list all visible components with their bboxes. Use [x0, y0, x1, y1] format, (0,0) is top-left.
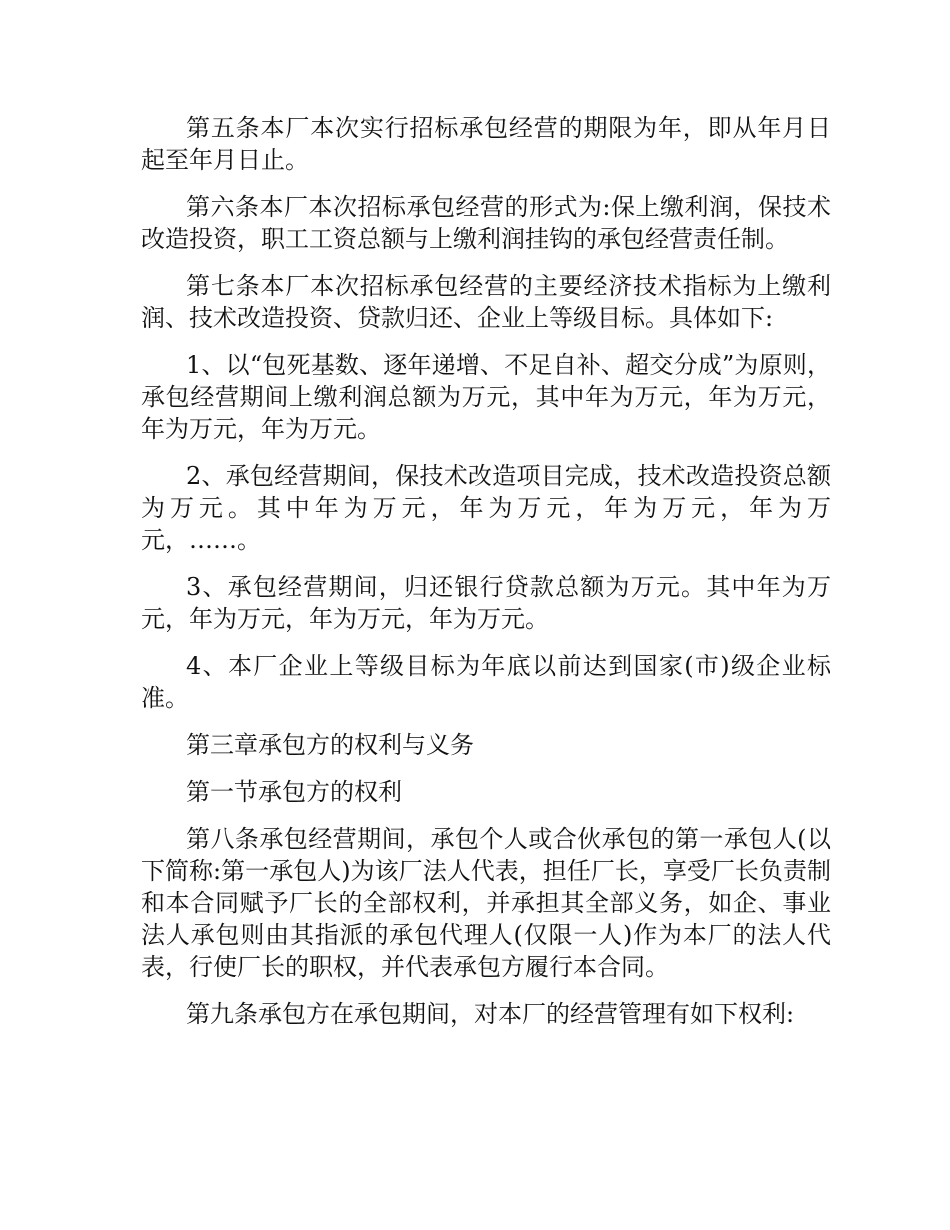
indicator-4-grade: 4、本厂企业上等级目标为年底以前达到国家(市)级企业标准。 — [141, 652, 831, 712]
section-1-heading: 第一节承包方的权利 — [186, 778, 402, 806]
indicator-2-investment: 2、承包经营期间，保技术改造项目完成，技术改造投资总额为万元。其中年为万元，年为万元，年为万元，年为万元，……。 — [141, 462, 831, 554]
indicator-3-loan: 3、承包经营期间，归还银行贷款总额为万元。其中年为万元，年为万元，年为万元，年为万元。 — [141, 573, 831, 633]
article-7-indicators: 第七条本厂本次招标承包经营的主要经济技术指标为上缴利润、技术改造投资、贷款归还、企业上等级目标。具体如下: — [141, 272, 831, 332]
document-body — [141, 112, 831, 1045]
chapter-3-heading: 第三章承包方的权利与义务 — [186, 731, 474, 759]
article-9-rights: 第九条承包方在承包期间，对本厂的经营管理有如下权利: — [186, 1000, 795, 1028]
article-5-term: 第五条本厂本次实行招标承包经营的期限为年，即从年月日起至年月日止。 — [141, 114, 831, 174]
indicator-1-profit: 1、以“包死基数、逐年递增、不足自补、超交分成”为原则，承包经营期间上缴利润总额为万元，其中年为万元，年为万元，年为万元，年为万元。 — [141, 351, 831, 443]
article-8-legal-rep: 第八条承包经营期间，承包个人或合伙承包的第一承包人(以下简称:第一承包人)为该厂法人代表，担任厂长，享受厂长负责制和本合同赋予厂长的全部权利，并承担其全部义务，如企、事业法人承包则由其指派的承包代理人(仅限一人)作为本厂的法人代表，行使厂长的职权，并代表承包方履行本合同。 — [141, 825, 831, 981]
article-6-form: 第六条本厂本次招标承包经营的形式为:保上缴利润，保技术改造投资，职工工资总额与上缴利润挂钩的承包经营责任制。 — [141, 193, 831, 253]
